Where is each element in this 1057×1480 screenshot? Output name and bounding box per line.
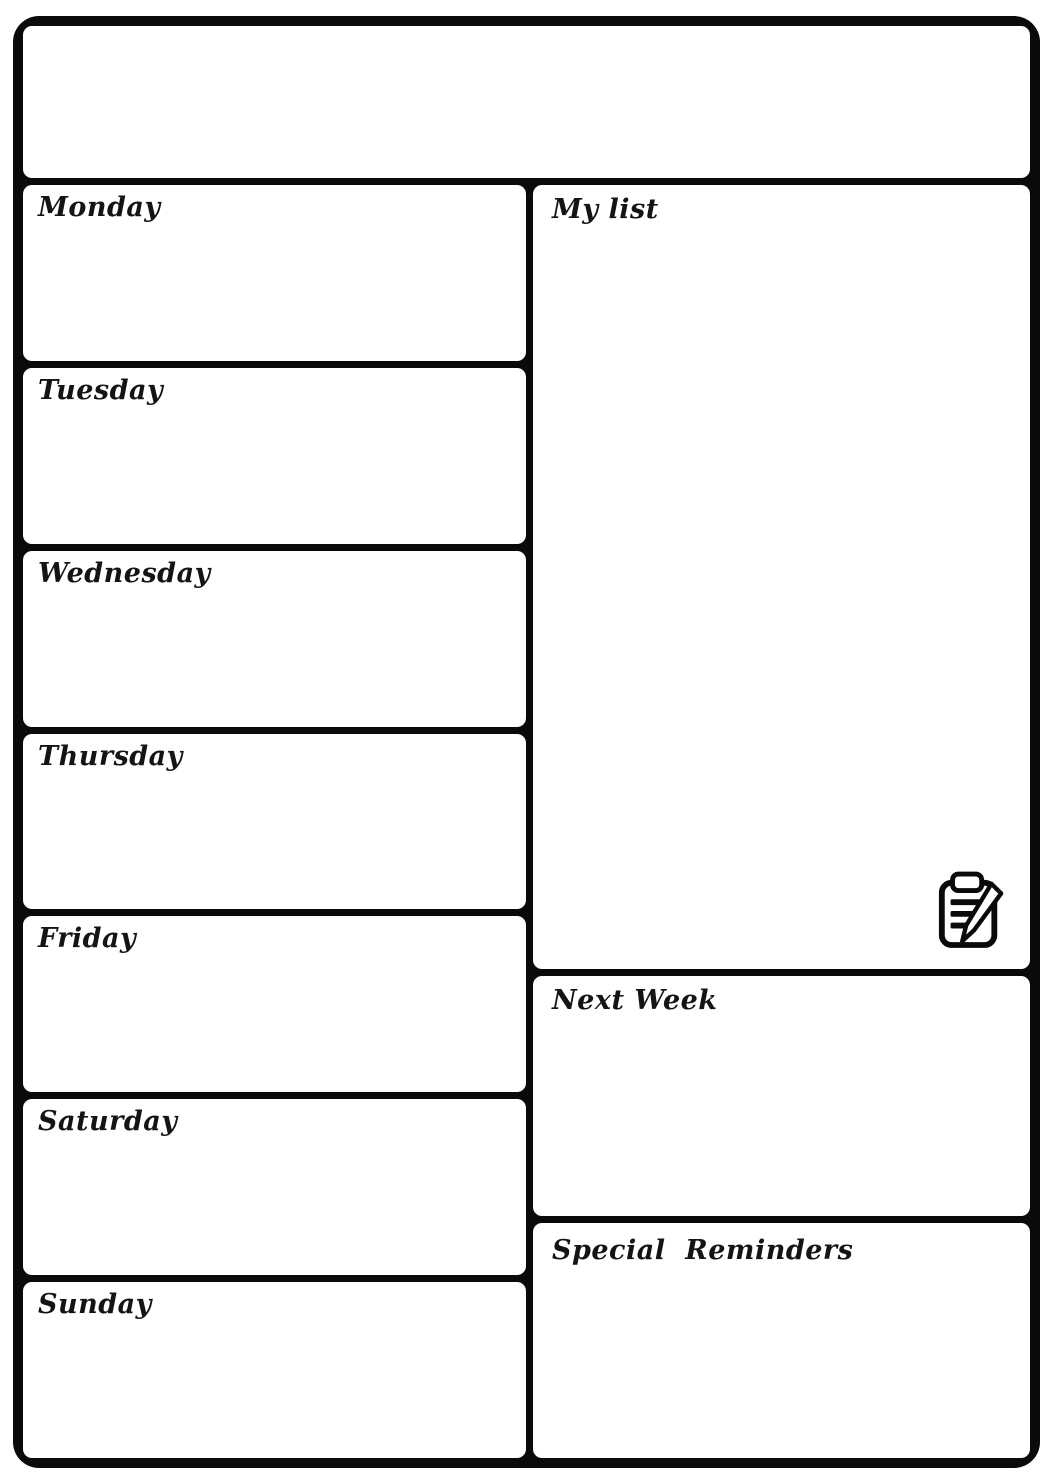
day-box-monday	[23, 185, 526, 361]
day-label-thursday: Thursday	[38, 740, 183, 772]
day-box-thursday	[23, 734, 526, 910]
header-title-box	[23, 26, 1030, 178]
planner-frame	[13, 16, 1040, 1468]
next-week-label: Next Week	[552, 984, 718, 1016]
planner-main	[23, 185, 1030, 1458]
special-reminders-label: Special Reminders	[552, 1234, 854, 1266]
day-box-sunday	[23, 1282, 526, 1458]
day-label-monday: Monday	[38, 192, 161, 223]
day-label-saturday: Saturday	[38, 1106, 178, 1138]
day-box-wednesday	[23, 551, 526, 727]
my-list-label: My list	[552, 194, 659, 225]
day-label-tuesday: Tuesday	[38, 374, 164, 406]
day-box-saturday	[23, 1099, 526, 1275]
day-box-friday	[23, 916, 526, 1092]
day-label-sunday: Sunday	[38, 1289, 152, 1321]
day-label-friday: Friday	[38, 923, 137, 955]
header-text	[23, 26, 1030, 33]
next-week-box	[533, 976, 1030, 1216]
day-label-wednesday: Wednesday	[38, 557, 211, 589]
clipboard-pencil-icon	[936, 869, 1006, 951]
side-column	[533, 185, 1030, 1458]
my-list-box	[533, 185, 1030, 969]
day-box-tuesday	[23, 368, 526, 544]
special-reminders-box	[533, 1223, 1030, 1458]
days-column	[23, 185, 526, 1458]
